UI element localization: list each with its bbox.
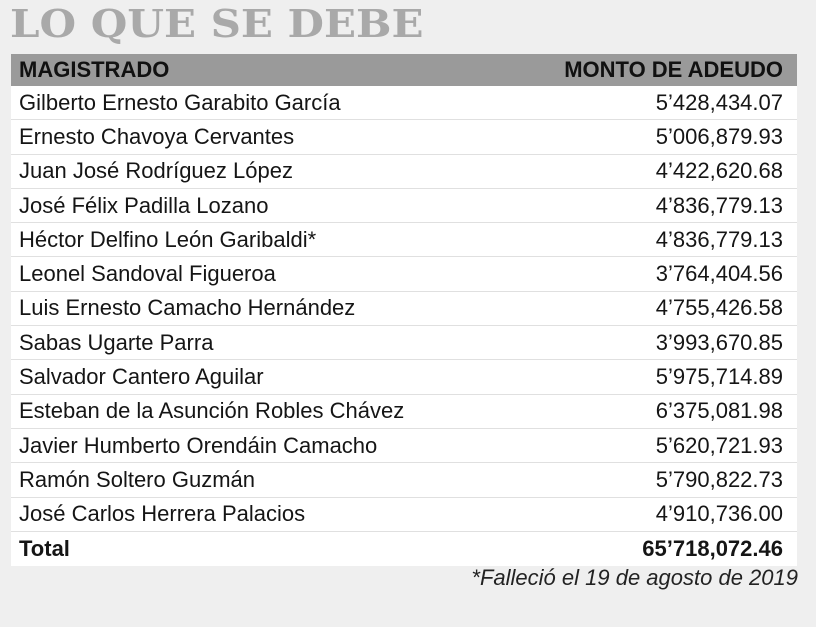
row-amount: 4’836,779.13: [655, 192, 783, 218]
row-name: Sabas Ugarte Parra: [19, 329, 214, 355]
table-row: [11, 120, 797, 154]
row-amount: 6’375,081.98: [655, 398, 783, 424]
debt-table: [11, 54, 797, 566]
table-row: [11, 257, 797, 291]
table-row: [11, 189, 797, 223]
page-title: LO QUE SE DEBE: [10, 0, 424, 47]
row-amount: 5’790,822.73: [655, 466, 783, 492]
row-amount: 5’620,721.93: [655, 432, 783, 458]
row-amount: 3’764,404.56: [655, 261, 783, 287]
row-amount: 5’006,879.93: [655, 123, 783, 149]
table-row: [11, 498, 797, 532]
row-amount: 4’836,779.13: [655, 226, 783, 252]
row-amount: 5’428,434.07: [655, 89, 783, 115]
row-amount: 4’755,426.58: [655, 295, 783, 321]
table-row: [11, 155, 797, 189]
row-amount: 4’910,736.00: [655, 501, 783, 527]
row-amount: 3’993,670.85: [655, 329, 783, 355]
header-magistrado: MAGISTRADO: [19, 57, 170, 82]
row-amount: 5’975,714.89: [655, 364, 783, 390]
table-row: [11, 429, 797, 463]
footnote: *Falleció el 19 de agosto de 2019: [471, 565, 798, 590]
row-name: Juan José Rodríguez López: [19, 158, 293, 184]
row-name: Ernesto Chavoya Cervantes: [19, 123, 295, 149]
row-amount: 4’422,620.68: [655, 158, 783, 184]
total-amount: 65’718,072.46: [642, 536, 783, 561]
row-name: José Carlos Herrera Palacios: [19, 501, 306, 527]
header-monto: MONTO DE ADEUDO: [564, 57, 783, 82]
row-name: José Félix Padilla Lozano: [19, 192, 269, 218]
row-name: Héctor Delfino León Garibaldi*: [19, 226, 317, 252]
row-name: Esteban de la Asunción Robles Chávez: [19, 398, 405, 424]
table-header: [11, 54, 797, 86]
row-name: Javier Humberto Orendáin Camacho: [19, 432, 378, 458]
table-row: [11, 463, 797, 497]
row-name: Gilberto Ernesto Garabito García: [19, 89, 341, 115]
total-row: [11, 532, 797, 566]
row-name: Luis Ernesto Camacho Hernández: [19, 295, 356, 321]
row-name: Leonel Sandoval Figueroa: [19, 261, 276, 287]
total-label: Total: [19, 536, 70, 561]
row-name: Ramón Soltero Guzmán: [19, 466, 255, 492]
table-row: [11, 326, 797, 360]
table-row: [11, 86, 797, 120]
table-row: [11, 360, 797, 394]
row-name: Salvador Cantero Aguilar: [19, 364, 264, 390]
table-row: [11, 292, 797, 326]
table-row: [11, 223, 797, 257]
table-row: [11, 395, 797, 429]
